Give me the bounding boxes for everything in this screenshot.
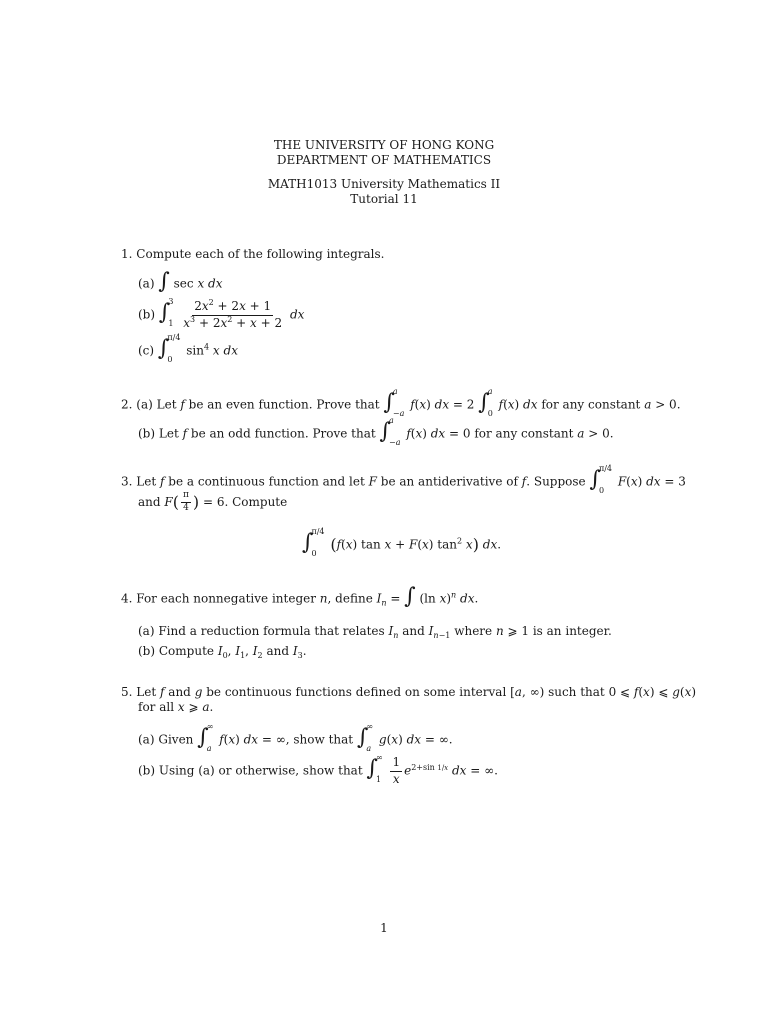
question-5-line1: 5. Let f and g be continuous functions defined on some interval [a, ∞) such that 0 ⩽ f(x) ⩽ g(x) — [121, 685, 697, 699]
tutorial-title: Tutorial 11 — [350, 192, 418, 206]
question-1-intro: 1. Compute each of the following integrals. — [121, 247, 385, 261]
question-5-line2: for all x ⩾ a. — [138, 700, 214, 714]
question-4a: (a) Find a reduction formula that relates $I_n$ and $I_{n-1}$ where n ⩾ 1 is an integer. — [138, 624, 612, 640]
question-1b: (b) ∫ 3 1 $\frac{2x^2 + 2x + 1}{x^3 + 2x^2 + x + 2}$ dx — [138, 297, 305, 330]
question-2a: 2. (a) Let f be an even function. Prove that ∫ a −a f(x) dx = 2 ∫ a 0 f(x) dx for any constant a > 0. — [121, 387, 681, 418]
question-3-line2: and F( $\frac{\pi}{4}$ ) = 6. Compute — [138, 490, 288, 513]
question-5b: (b) Using (a) or otherwise, show that ∫ ∞ 1 $\frac{1}{x}$ $e^{2+sin 1/x}$ dx = ∞. — [138, 753, 498, 786]
question-4-intro: 4. For each nonnegative integer n, define $I_n$ = ∫ (ln x)$^n$ dx. — [121, 584, 479, 609]
question-3-integral: ∫ π/4 0 (f(x) tan x + F(x) $\tan^2 x$) dx. — [302, 527, 502, 558]
question-3-line1: 3. Let f be a continuous function and let F be an antiderivative of f. Suppose ∫ π/4 0 F(x) dx = 3 — [121, 464, 686, 495]
question-1c: (c) ∫ π/4 0 $\sin^4 x$ dx — [138, 333, 238, 364]
university-name: THE UNIVERSITY OF HONG KONG — [273, 138, 495, 152]
question-4b: (b) Compute $I_0$, $I_1$, $I_2$ and $I_3$. — [138, 644, 307, 660]
page-number: 1 — [380, 921, 388, 935]
department-name: DEPARTMENT OF MATHEMATICS — [276, 153, 492, 167]
question-2b: (b) Let f be an odd function. Prove that ∫ a −a f(x) dx = 0 for any constant a > 0. — [138, 416, 614, 447]
course-title: MATH1013 University Mathematics II — [267, 177, 501, 191]
question-1a: (a) ∫ sec x dx — [138, 269, 223, 294]
question-5a: (a) Given ∫ ∞ a f(x) dx = ∞, show that ∫ ∞ a g(x) dx = ∞. — [138, 722, 453, 753]
